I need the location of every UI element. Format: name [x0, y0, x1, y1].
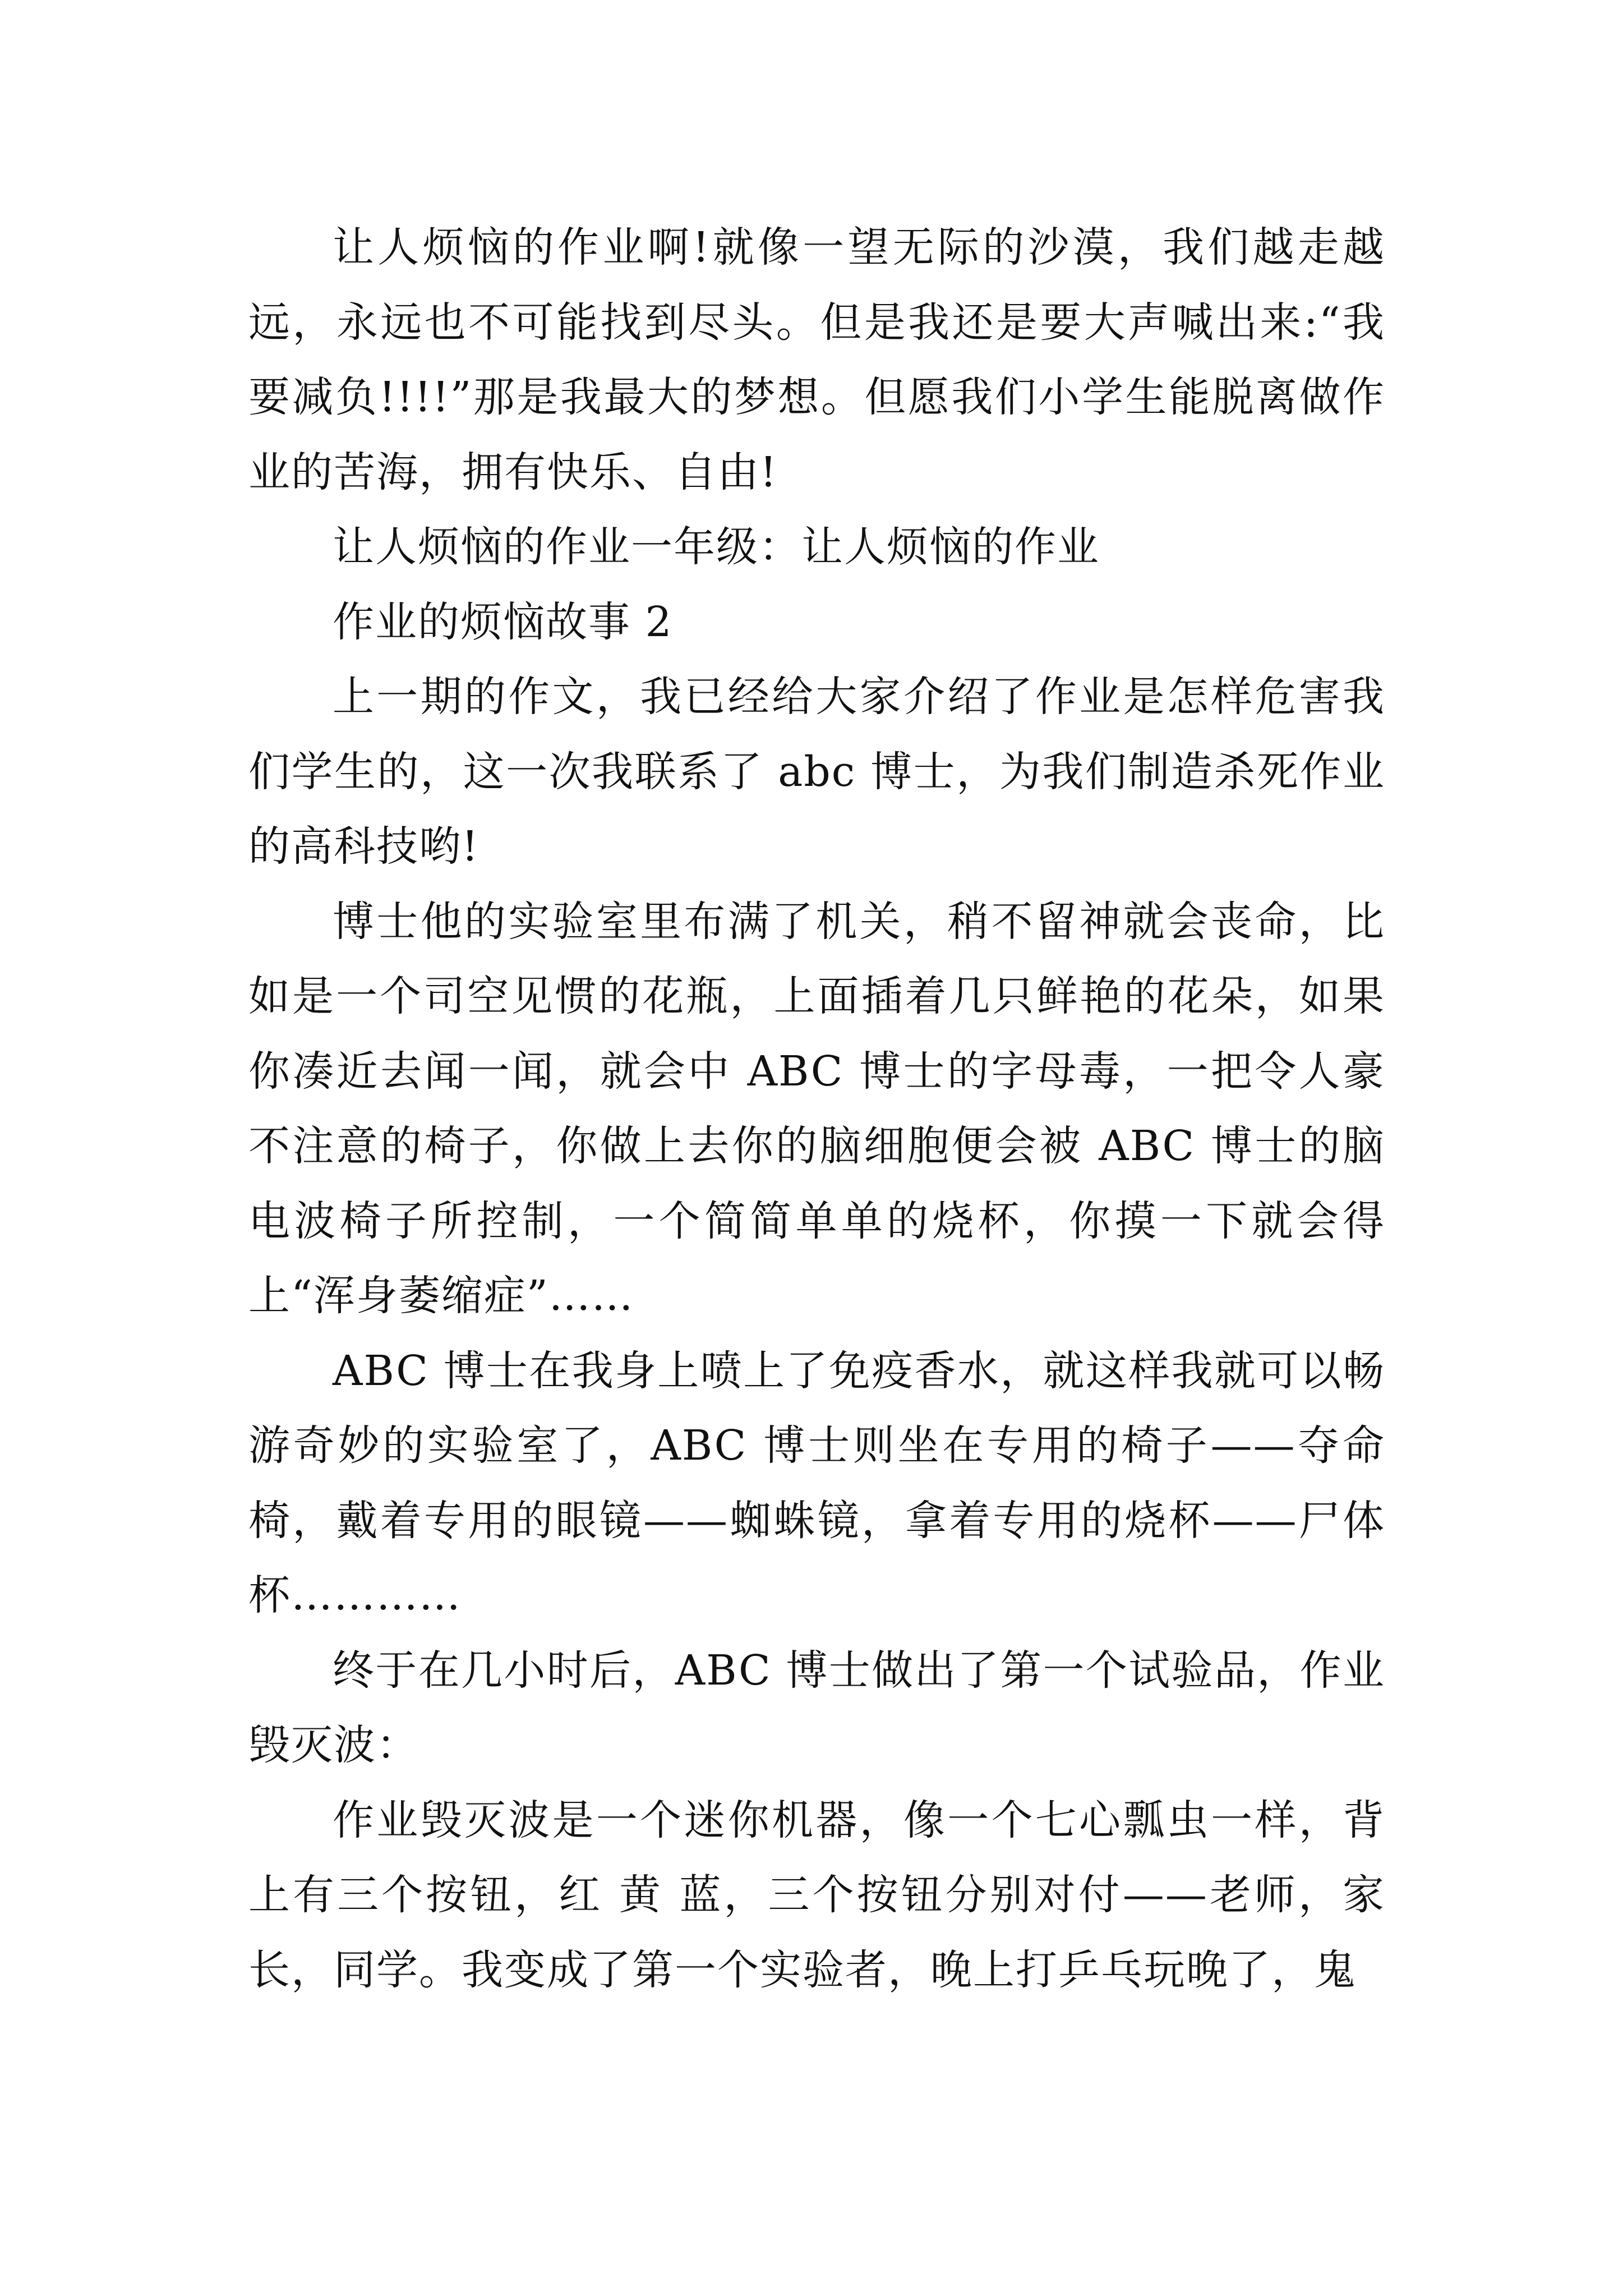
paragraph: 终于在几小时后，ABC 博士做出了第一个试验品，作业毁灭波：: [248, 1646, 1385, 1769]
paragraph: ABC 博士在我身上喷上了免疫香水，就这样我就可以畅游奇妙的实验室了，ABC 博士则坐在专用的椅子——夺命椅，戴着专用的眼镜——蜘蛛镜，拿着专用的烧杯——尸体杯…………: [248, 1346, 1385, 1619]
paragraph: 让人烦恼的作业一年级：让人烦恼的作业: [333, 523, 1100, 571]
paragraph: 上一期的作文，我已经给大家介绍了作业是怎样危害我们学生的，这一次我联系了 abc 博士，为我们制造杀死作业的高科技哟!: [248, 673, 1385, 871]
paragraph: 博士他的实验室里布满了机关，稍不留神就会丧命，比如是一个司空见惯的花瓶，上面插着几只鲜艳的花朵，如果你凑近去闻一闻，就会中 ABC 博士的字母毒，一把令人豪不注意的椅子，你做上去你的脑细胞便会被 ABC 博士的脑电波椅子所控制，一个简简单单的烧杯，你摸一下就会得上“浑身萎缩症”……: [248, 897, 1385, 1320]
document-body: [248, 210, 1385, 2008]
paragraph: 作业毁灭波是一个迷你机器，像一个七心瓢虫一样，背上有三个按钮，红 黄 蓝，三个按钮分别对付——老师，家长，同学。我变成了第一个实验者，晚上打乒乓玩晚了，鬼: [248, 1796, 1385, 1994]
paragraph: 让人烦恼的作业啊!就像一望无际的沙漠，我们越走越远，永远也不可能找到尽头。但是我还是要大声喊出来:“我要减负!!!!”那是我最大的梦想。但愿我们小学生能脱离做作业的苦海，拥有快乐、自由!: [248, 223, 1385, 496]
section-heading: 作业的烦恼故事 2: [333, 597, 673, 646]
